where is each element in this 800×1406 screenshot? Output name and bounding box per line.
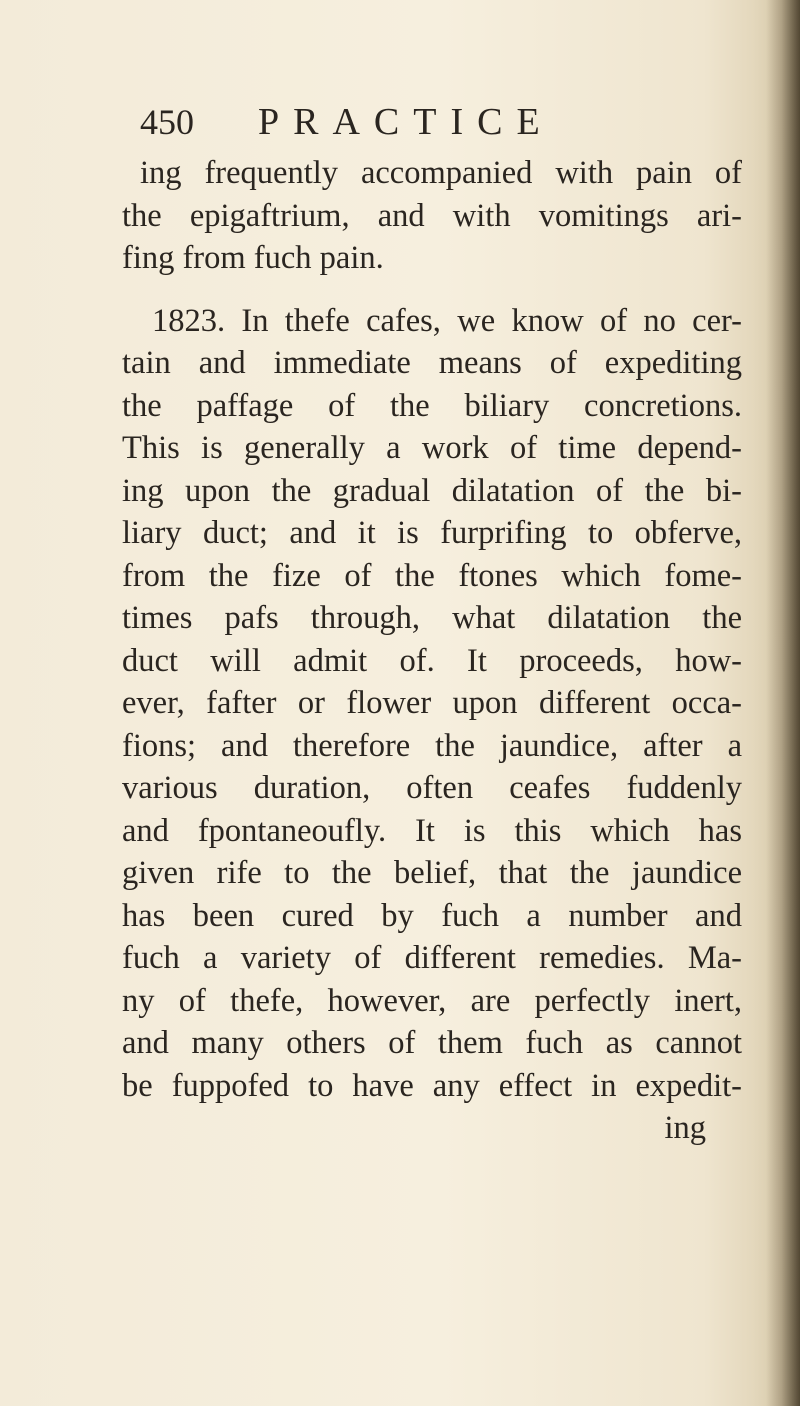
text-line: and many others of them fuch as cannot (122, 1025, 742, 1061)
text-line: 1823. In thefe cafes, we know of no cer- (152, 302, 742, 339)
running-head: PRACTICE (258, 101, 554, 143)
text-line: ing upon the gradual dilatation of the bi- (122, 472, 742, 509)
paragraph-continued (122, 152, 742, 280)
text-line: and fpontaneoufly. It is this which has (122, 812, 742, 849)
text-line: given rife to the belief, that the jaundice (122, 855, 742, 891)
text-line: tain and immediate means of expediting (122, 345, 742, 381)
paragraph-gap (122, 280, 742, 300)
text-line: ever, fafter or flower upon different occa- (122, 685, 742, 721)
text-line: liary duct; and it is furprifing to obferve, (122, 515, 742, 551)
catchword: ing (664, 1110, 706, 1146)
text-line: the epigaftrium, and with vomitings ari- (122, 197, 742, 234)
page-edge-shadow (766, 0, 800, 1406)
text-line: ny of thefe, however, are perfectly inert, (122, 982, 742, 1019)
text-line: various duration, often ceafes fuddenly (122, 770, 742, 806)
text-line: has been cured by fuch a number and (122, 897, 742, 934)
text-line: fing from fuch pain. (122, 240, 384, 276)
text-line: from the fize of the ftones which fome- (122, 557, 742, 594)
page-header (140, 96, 700, 148)
text-line: This is generally a work of time depend- (122, 430, 742, 466)
text-line: be fuppofed to have any effect in expedit- (122, 1067, 742, 1104)
text-line: fions; and therefore the jaundice, after a (122, 727, 742, 764)
body-text (122, 152, 742, 1150)
text-line: ing frequently accompanied with pain of (140, 155, 742, 191)
text-line: fuch a variety of different remedies. Ma- (122, 940, 742, 976)
text-line: times pafs through, what dilatation the (122, 600, 742, 636)
page-number: 450 (140, 102, 194, 142)
text-line: the paffage of the biliary concretions. (122, 387, 742, 424)
text-line: duct will admit of. It proceeds, how- (122, 642, 742, 679)
paragraph-1823 (122, 300, 742, 1108)
